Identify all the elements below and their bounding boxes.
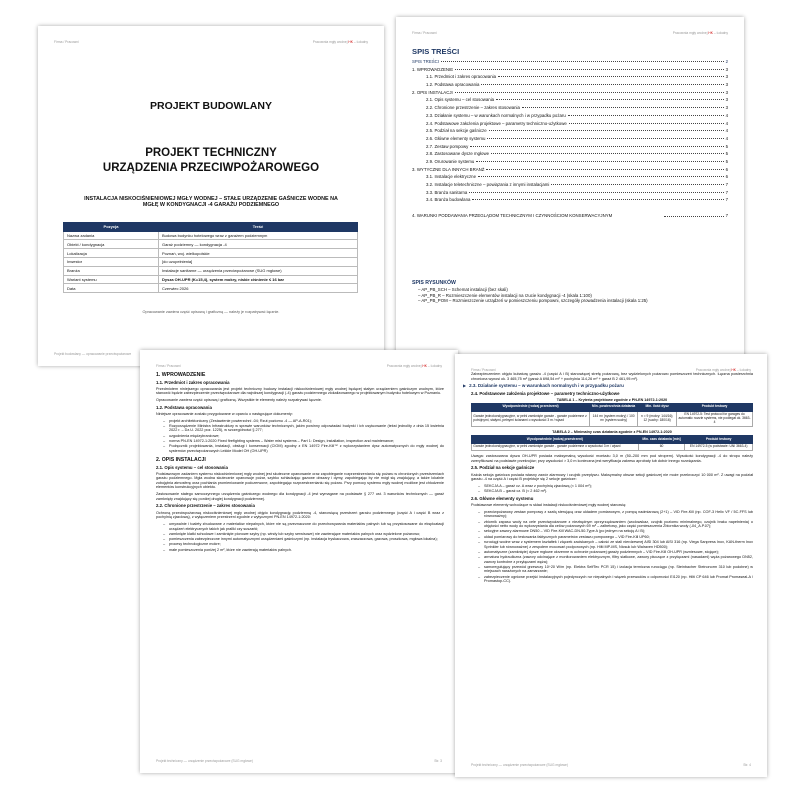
list-item: – norma PN-EN 14972-1:2020 Fixed firefighting systems – Water mist systems – Part 1: Design, installation, inspection and maintenance; <box>169 439 444 444</box>
table-cell: Nazwa zadania <box>64 231 159 240</box>
list-item: – projekt architektoniczny (Zestawienie powierzchni -04; Rzut poziomu -4 — AP-A-R01); <box>169 419 444 424</box>
list-item: – zabezpieczenie ogniowe przejść instalacyjnych pojedynczych rur niepalnych i wiązek przewodów o odporności EI120 (np. Hilti CP 646 lub Promat Promaseal-A / Promastop-CC). <box>484 575 753 584</box>
paragraph: Zabezpieczeniem objęto kubaturę garażu -4 (część A i B) stanowiącej strefę pożarową, bez wydzielonych pożarowo pomieszczeń technicznych. Łączna powierzchnia chroniona wynosi ok. 3 465,75 m² (garaż A 698,54 m² + pochylnia 114,26 m² + garaż B 2 461,95 m²). <box>471 372 753 381</box>
subsection-heading: 2.6. Główne elementy systemu <box>471 495 534 501</box>
toc-entry[interactable] <box>412 205 728 218</box>
toc-entry-title: 3.3. Branża sanitarna <box>426 189 468 195</box>
toc-entry[interactable] <box>412 97 728 105</box>
toc-entry[interactable] <box>412 128 728 136</box>
subsection-heading: 2.1. Opis systemu – cel stosowania <box>156 464 228 470</box>
toc-leader <box>664 216 724 217</box>
toc-page-number: 3 <box>725 89 728 95</box>
toc-entry-title: 2.3. Działanie systemu – w warunkach normalnych i w przypadku pożaru <box>426 112 566 118</box>
toc-entry-title: 2.4. Podstawowe założenia projektowe – parametry techniczno-użytkowe <box>426 120 567 126</box>
toc-list <box>412 59 728 218</box>
subsection-heading: 2.5. Podział na sekcje gaśnicze <box>471 465 535 471</box>
list-item: – uzgodnienia międzybranżowe; <box>169 434 444 439</box>
toc-page-number: 3 <box>725 82 728 88</box>
toc-page-number: 7 <box>725 189 728 195</box>
toc-entry-title: 3.2. Instalacje teletechniczne – powiązania z innymi instalacjami <box>426 182 550 187</box>
toc-entry-title: 3.4. Branża budowlana <box>426 197 471 203</box>
list-item: – sekcyjne zawory alarmowe DN50 – VID Fire-Kill WAC-DN-50-Type A (po jednym na sekcję A i B); <box>484 529 753 534</box>
subsection-heading: ▶ 2.3. Działanie systemu – w warunkach normalnych i w przypadku pożaru <box>463 383 624 388</box>
toc-entry[interactable] <box>412 144 728 152</box>
paragraph: Zastosowanie stałego samoczynnego urządzenia gaśniczego wodnego dla kondygnacji -4 jest wymagane na podstawie § 277 ust. 3 warunków technicznych — garaż zamknięty znajdujący się poniżej drugiej kondygnacji podziemnej. <box>156 492 444 501</box>
toc-leader <box>476 161 723 162</box>
page-body <box>156 368 444 555</box>
toc-entry[interactable] <box>412 74 728 82</box>
table-cell: EN 14972-5 (w podstawie: UNI 3663-4) <box>685 443 753 451</box>
list <box>156 419 444 454</box>
toc-leader <box>487 138 723 139</box>
toc-entry-title: 2.6. Główne elementy systemu <box>426 135 486 141</box>
page-3 <box>140 350 458 773</box>
toc-leader <box>486 169 723 170</box>
list <box>471 484 753 494</box>
section-heading: 2. OPIS INSTALACJI <box>156 457 206 464</box>
table-cell: 60 <box>638 443 685 451</box>
list-item: – zamknięte klatki schodowe i zamknięte pionowe szyby (np. windy lub szyby serwisowe) nie zawierające materiałów palnych oraz wydzielone pożarowo; <box>169 532 444 537</box>
toc-entry-title: 3. WYTYCZNE DLA INNYCH BRANŻ <box>412 166 485 172</box>
toc-leader <box>498 76 724 77</box>
list-item: – SEKCJA B – garaż cz. B (≈ 2 462 m²). <box>484 489 753 494</box>
table-cell: Czerwiec 2026 <box>159 284 358 293</box>
toc-entry-title: 2.1. Opis systemu – cel stosowania <box>426 97 495 103</box>
table-cell: Poznań, woj. wielkopolskie <box>159 249 358 258</box>
list-item: – Rozporządzenie Ministra Infrastruktury w sprawie warunków technicznych, jakim powinny odpowiadać budynki i ich usytuowanie (tekst jednolity z dnia 15 kwietnia 2022 r. – Dz.U. 2022 poz. 1225), w szczególności § 277; <box>169 424 444 433</box>
header-left: Firma / Pracowni <box>54 40 79 44</box>
list-item: – samoregulujący przewód grzewczy 10÷20 W/m (np. Elektra SelfTec PCR 15) i izolacja termiczna rurociągu (np. Steinbacher Steinonorm 310 lub podobne) w miejscach narażonych na zamarzanie; <box>484 565 753 574</box>
list <box>156 522 444 552</box>
list-item: – pomieszczenia zabezpieczone innymi automatycznymi urządzeniami gaśniczymi (np. instalacja tryskaczowa, zraszaczowa, gazowa, proszkowa, mgłowa lokalna); <box>169 537 444 542</box>
toc-entry-title: 2.8. Zastosowane dysze mgłowe <box>426 151 490 157</box>
cover-title: PROJEKT BUDOWLANY <box>150 100 272 112</box>
toc-entry-title: 2.9. Orurowanie systemu <box>426 158 475 164</box>
paragraph: Podstawowe elementy wchodzące w skład instalacji niskociśnieniowej mgły wodnej stanowią: <box>471 502 627 507</box>
footer-right: Str. 4 <box>743 763 751 767</box>
toc-leader <box>551 184 723 185</box>
list-item: – automatyczne (zamknięte) dysze mgłowe okrzenne w ochronie pożarowej garaży podziemnych – VID Fire-Kill OH-UPR (wzniesowe, stojące); <box>484 550 753 555</box>
table-row <box>64 275 358 284</box>
subsection-heading: 1.2. Podstawa opracowania <box>156 404 212 410</box>
page-header <box>412 31 728 35</box>
toc-page-number: 3 <box>725 97 728 103</box>
table-cell: Lokalizacja <box>64 249 159 258</box>
header-left: Firma / Pracowni <box>156 364 181 368</box>
figure-entry: – AP_PB_R – Rozmieszczenie elementów instalacji na rzucie kondygnacji -4 (skala 1:100) <box>418 292 592 298</box>
cover-note: Opracowanie zawiera część opisową i graficzną — należy je rozpatrywać łącznie. <box>142 310 280 314</box>
toc-entry[interactable] <box>412 59 728 67</box>
list-item: – układ pomiarowy do testowania faktycznych parametrów zestawu pompowego – VID Fire-Kill UP60; <box>484 535 753 540</box>
cover-subtitle: PROJEKT TECHNICZNY URZĄDZENIA PRZECIWPOŻAROWEGO <box>102 147 320 174</box>
list-item: – rurociągi wodne wraz z systemem kształtek i złączek zaciskanych – całość ze stali nierdzewnej AISI 304 lub AISI 316 (np. Viega Sanpress Inox, KAN-therm Inox Sprinkler lub równoważne) z zespołem mocowań podporowych (np. Hilti MP-MS, Nicsuk lub Walraven HD500); <box>484 540 753 549</box>
subsection-heading: 1.1. Przedmiot i zakres opracowania <box>156 379 230 385</box>
toc-leader <box>489 130 724 131</box>
toc-page-number: 3 <box>725 105 728 111</box>
paragraph: Uwaga: zastosowana dysza OH-UPR posiada maksymalną wysokość montażu 3,0 m (50–200 mm pod stropem). Wysokość kondygnacji -4 do stropu należy zweryfikować na podstawie przekrojów; przy wysokości > 3,0 m konieczna jest weryfikacja zakresu aprobaty lub dobór innego rozwiązania. <box>471 454 753 463</box>
toc-leader <box>569 123 724 124</box>
toc-leader <box>470 146 723 147</box>
list-item: – przeciwpożarowy zestaw pompowy z szafą sterującą oraz układem pomiarowym, z pompą nadmiarową (2+1) – VID Fire-Kill (np. COF-3 Helix VF / 5C-FFS lub równoważny); <box>484 510 753 519</box>
table-row <box>64 257 358 266</box>
page-footer <box>156 759 442 763</box>
table-cell: Wariant systemu <box>64 275 159 284</box>
toc-entry-title: 1.2. Podstawa opracowania <box>426 82 480 88</box>
toc-entry-title: 2.5. Podział na sekcje gaśnicze <box>426 128 487 134</box>
table-row <box>64 266 358 275</box>
toc-page-number: 4 <box>725 120 728 126</box>
table-caption: TABELA 1 – Kryteria projektowe zgodnie z PN-EN 14972-1:2020 <box>556 397 668 402</box>
toc-entry-title: 2.7. Zestaw pompowy <box>426 143 469 149</box>
header-left: Firma / Pracowni <box>471 368 496 372</box>
figures-heading: SPIS RYSUNKÓW <box>412 280 456 286</box>
paragraph: Opracowanie zawiera część opisową i graficzną. Wszystkie te elementy należy rozpatrywać łącznie. <box>156 398 322 403</box>
toc-heading: SPIS TREŚCI <box>412 47 460 56</box>
list-item: – armatura hydrauliczna (zawory odcinające z monitorowaniem elektrycznym, filtry siatkowe, zawory płuczące z przyłączami (nasadami) węża pożarowego DN52, zawory kontrolne z przyłączami węża); <box>484 555 753 564</box>
cover-installation: INSTALACJA NISKOCIŚNIENIOWEJ MGŁY WODNEJ – STAŁE URZĄDZENIE GAŚNICZE WODNE NA MGŁĘ W KONDYGNACJI -4 GARAŻU PODZIEMNEGO <box>84 196 338 209</box>
toc-entry-title: 1. WPROWADZENIE <box>412 66 454 72</box>
table-header: Min. ilość dysz <box>638 404 677 412</box>
table-cell: Garaże jednokondygnacyjne, w pełni zamknięte garaże - garaże podziemne o wysokości 3 m / wjazd <box>472 443 639 451</box>
toc-entry[interactable] <box>412 113 728 121</box>
table-cell: Budowa budynku hotelowego wraz z garażem podziemnym <box>159 231 358 240</box>
table-cell: Garaż podziemny — kondygnacja -4 <box>159 240 358 249</box>
table-header: Pozycja <box>64 223 159 232</box>
toc-page-number: 4 <box>725 128 728 134</box>
toc-entry[interactable] <box>412 182 728 190</box>
toc-entry[interactable] <box>412 121 728 129</box>
toc-entry[interactable] <box>412 90 728 98</box>
table-duration <box>471 435 753 451</box>
toc-page-number: 6 <box>725 166 728 172</box>
footer-left: Projekt budowlany — opracowanie przeciwpożarowe <box>54 352 132 356</box>
toc-entry[interactable] <box>412 167 728 175</box>
list-item: – umywalnie i toalety zbudowane z materiałów niepalnych, które nie są przeznaczone do przechowywania materiałów palnych lub są przystosowane do eksploatacji urządzeń elektrycznych takich jak prallki czy suszarki; <box>169 522 444 531</box>
toc-entry-title: 1.1. Przedmiot i zakres opracowania <box>426 74 497 80</box>
toc-entry[interactable] <box>412 190 728 198</box>
header-right: Pracownia mgły wodnej HK – Łokalny <box>312 40 368 44</box>
header-right: Pracownia mgły wodnej HK – Łokalny <box>386 364 442 368</box>
paragraph: Ochroną przeciwpożarową niskociśnieniowej mgły wodnej objęto kondygnację podziemną -4, stanowiącą przestrzeń garażu podziemnego (część A i część B wraz z pochylnią zjazdową), z wyłączeniem przestrzeni zgodnie z wytycznymi PN-EN 14972-1:2020: <box>156 510 444 520</box>
page-footer <box>471 763 751 767</box>
toc-entry[interactable] <box>412 159 728 167</box>
table-cell: n = 9 (mokry: 144/16); 12 (suchy: 180/16) <box>638 411 677 426</box>
table-row <box>64 231 358 240</box>
toc-leader <box>469 192 723 193</box>
list-item: – zbiornik zapasu wody na cele przeciwpożarowe z niezbędnym oprzyrządowaniem (wodowskaz, czujnik poziomu minimalnego, czujnik braku napełnienia) o objętości netto wody do wykorzystania dla celów pożarowych 69 m³ – zalbetowy, jako część pomieszczenia Zbiornika wody (-04_A.P.07); <box>484 520 753 529</box>
toc-page-number: 5 <box>725 151 728 157</box>
list-item: – Podręcznik projektowania, instalacji, obsługi i konserwacji (CIOM) zgodny z EN 14972 Fire-Kill™ z wykorzystaniem dysz automatycznych do mgły wodnej do systemów przeciwpożarowych Lekkie Model OH (OH-UPR) <box>169 444 444 453</box>
list-item: – procesy technologiczne mokre; <box>169 542 444 547</box>
toc-page-number: 5 <box>725 143 728 149</box>
paragraph: Niniejsze opracowanie zostało przygotowane w oparciu o następujące dokumenty: <box>156 411 293 416</box>
list-item: – małe pomieszczenia poniżej 2 m², które nie zawierają materiałów palnych. <box>169 548 444 553</box>
toc-leader <box>481 84 723 85</box>
page-body <box>463 372 753 586</box>
table-header: Min. powierzchnia działania <box>590 404 638 412</box>
toc-entry-title: 4. WARUNKI PODDAWANIA PRZEGLĄDOM TECHNICZNYM I CZYNNOŚCIOM KONSERWACYJNYM <box>412 213 613 219</box>
toc-page-number: 7 <box>725 197 728 203</box>
paragraph: Podstawowym zadaniem systemu niskociśnieniowej mgły wodnej jest skuteczne opanowanie oraz zapobieganie rozprzestrzenianiu się pożaru w chronionych przestrzeniach garażu podziemnego. Mgła wodna skutecznie opanowuje pożar, szybko schładzając gazowe obszary i dymy, zapobiegając by nie mógł się znajdujący, a także lokalnie zobojętnia atmosferę oraz pochłania promieniowanie podczerwone, zapobiegając rozprzestrzenianiu się pożaru. Przy pomocy systemu mgły wodnej możliwe jest chłodzenie elementów konstrukcyjnych obiektu. <box>156 471 444 490</box>
subsection-heading: 2.2. Chronione przestrzenie – zakres stosowania <box>156 503 255 509</box>
page-header <box>54 40 368 44</box>
table-criteria <box>471 403 753 427</box>
collapse-arrow-icon[interactable]: ▶ <box>463 383 467 388</box>
table-header: Treść <box>159 223 358 232</box>
header-left: Firma / Pracowni <box>412 31 437 35</box>
table-header: Wyodpowiednie (rodzaj przestrzeni) <box>472 436 639 444</box>
table-cell: Inwestor <box>64 257 159 266</box>
toc-entry-title: 2.2. Chronione przestrzenie – zakres stosowania <box>426 105 520 111</box>
table-header: Min. czas działania [min] <box>638 436 685 444</box>
toc-leader <box>491 153 724 154</box>
toc-entry-title: 2. OPIS INSTALACJI <box>412 89 453 95</box>
footer-left: Projekt techniczny — urządzenie przeciwpożarowe (SUG mgłowe) <box>156 759 253 763</box>
cover-table <box>63 222 358 293</box>
toc-leader <box>522 107 724 108</box>
table-cell: 144 m² (system mokry) / 100 m² (system suchy) <box>590 411 638 426</box>
page-toc <box>396 17 744 359</box>
list <box>471 510 753 584</box>
table-caption: TABELA 2 – Minimalny czas działania zgodnie z PN-EN 14972-1:2020 <box>552 429 672 434</box>
toc-entry[interactable] <box>412 136 728 144</box>
figures-list <box>418 287 728 304</box>
toc-page-number: 7 <box>725 213 728 219</box>
toc-page-number: 4 <box>725 135 728 141</box>
section-heading: 1. WPROWADZENIE <box>156 372 206 378</box>
table-header: Produkt testowy <box>685 436 753 444</box>
table-row <box>64 249 358 258</box>
footer-right: Str. 3 <box>434 759 442 763</box>
page-4 <box>455 354 767 777</box>
toc-leader <box>455 69 723 70</box>
toc-entry[interactable] <box>412 82 728 90</box>
table-cell: EN 14972-5: Test protocol for garages do automatic nozzle systems, nie podlegał ok. 3663-4 <box>677 411 753 426</box>
toc-page-number: 5 <box>725 158 728 164</box>
toc-leader <box>568 115 724 116</box>
table-header: Produkt testowy <box>677 404 753 412</box>
table-cell: [do uzupełnienia] <box>159 257 358 266</box>
toc-entry-title: SPIS TREŚCI <box>412 59 439 64</box>
toc-page-number: 3 <box>725 66 728 72</box>
toc-leader <box>455 92 724 93</box>
table-cell: Dysza OH-UPR (K=15,4), system mokry, niskie ciśnienie ≤ 16 bar <box>159 275 358 284</box>
toc-entry-title: 3.1. Instalacje elektryczne <box>426 174 476 180</box>
paragraph: Przedmiotem niniejszego opracowania jest projekt techniczny budowy instalacji niskociśnieniowej mgły wodnej będącej stałym urządzeniem gaśniczym wodnym, które stanowić będzie zabezpieczenie przeciwpożarowe dla najniższej kondygnacji (-4) garażu podziemnego zlokalizowanego w projektowanym budynku hotelowym w Poznaniu. <box>156 386 444 396</box>
footer-left: Projekt techniczny — urządzenie przeciwpożarowe (SUG mgłowe) <box>471 763 568 767</box>
toc-leader <box>496 99 723 100</box>
toc-page-number: 2 <box>725 59 728 64</box>
list-item: – SEKCJA A – garaż cz. A wraz z pochylnią zjazdową (≈ 1 004 m²); <box>484 484 753 489</box>
table-cell: Branża <box>64 266 159 275</box>
toc-entry[interactable] <box>412 67 728 75</box>
toc-entry[interactable] <box>412 105 728 113</box>
table-cell: Data <box>64 284 159 293</box>
header-right: Pracownia mgły wodnej HK – Łokalny <box>695 368 751 372</box>
table-cell: Obiekt / kondygnacja <box>64 240 159 249</box>
toc-entry[interactable] <box>412 151 728 159</box>
toc-entry[interactable] <box>412 174 728 182</box>
toc-page-number: 4 <box>725 112 728 118</box>
paragraph: Każda sekcja gaśnicza posiada własny zawór alarmowy i czujnik przepływu. Maksymalny obszar sekcji gaśniczej nie może przekroczyć 10 000 m². Z uwagi na podział garażu -4 na część A i część B projektuje się 2 sekcje gaśnicze: <box>471 472 753 481</box>
toc-page-number: 7 <box>725 182 728 187</box>
subsection-heading: 2.4. Podstawowe założenia projektowe – parametry techniczno-użytkowe <box>471 390 620 396</box>
toc-leader <box>478 176 724 177</box>
toc-leader <box>441 61 724 62</box>
figure-entry: – AP_PB_SCH – Schemat instalacji (bez skali) <box>418 287 508 292</box>
figure-entry: – AP_PB_POM – Rozmieszczenie urządzeń w pomieszczeniu pompowni, szczegóły prowadzenia instalacji (skala 1:25) <box>418 298 648 303</box>
toc-entry[interactable] <box>412 197 728 205</box>
toc-leader <box>472 199 723 200</box>
page-cover <box>38 26 384 366</box>
table-cell: Garaże jednokondygnacyjne, w pełni zamknięte garaże - garaże podziemne z potrójnymi, stałymi, pełnymi ścianami o wysokości 3 m / wjazd <box>472 411 590 426</box>
toc-page-number: 3 <box>725 74 728 80</box>
header-right: Pracownia mgły wodnej HK – Łokalny <box>672 31 728 35</box>
table-row <box>64 240 358 249</box>
toc-page-number: 6 <box>725 174 728 180</box>
table-cell: Instalacje sanitarne — urządzenia przeciwpożarowe (SUG mgłowe) <box>159 266 358 275</box>
table-header: Wyodpowiednie (rodzaj przestrzeni) <box>472 404 590 412</box>
table-row <box>64 284 358 293</box>
